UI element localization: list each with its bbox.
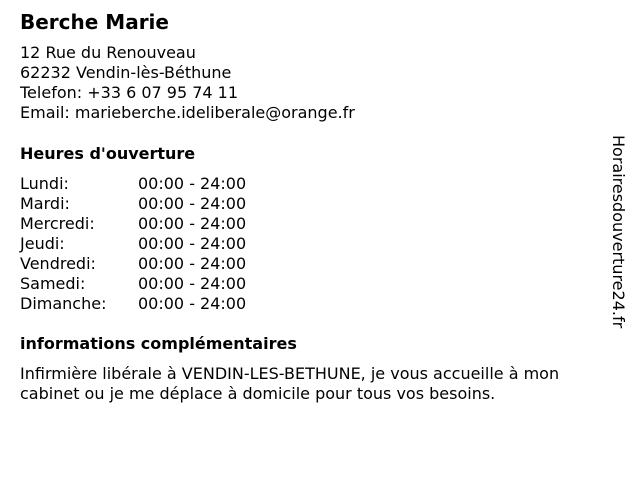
time-range: 00:00 - 24:00 (138, 274, 247, 293)
time-range: 00:00 - 24:00 (138, 294, 247, 313)
time-range: 00:00 - 24:00 (138, 194, 247, 213)
info-heading: informations complémentaires (20, 334, 297, 353)
day-label: Jeudi: (20, 234, 65, 253)
day-label: Lundi: (20, 174, 69, 193)
business-name: Berche Marie (20, 10, 169, 34)
hours-row-sunday (20, 294, 320, 314)
hours-row-monday (20, 174, 320, 194)
hours-row-thursday (20, 234, 320, 254)
email-address[interactable]: Email: marieberche.ideliberale@orange.fr (20, 103, 355, 122)
city-address: 62232 Vendin-lès-Béthune (20, 63, 232, 82)
time-range: 00:00 - 24:00 (138, 254, 247, 273)
site-watermark: Horairesdouverture24.fr (609, 135, 628, 329)
street-address: 12 Rue du Renouveau (20, 43, 196, 62)
day-label: Dimanche: (20, 294, 107, 313)
time-range: 00:00 - 24:00 (138, 174, 247, 193)
phone-number[interactable]: Telefon: +33 6 07 95 74 11 (20, 83, 239, 102)
time-range: 00:00 - 24:00 (138, 234, 247, 253)
day-label: Samedi: (20, 274, 86, 293)
hours-row-tuesday (20, 194, 320, 214)
hours-table (20, 174, 320, 314)
hours-row-wednesday (20, 214, 320, 234)
hours-row-friday (20, 254, 320, 274)
day-label: Mardi: (20, 194, 70, 213)
day-label: Vendredi: (20, 254, 96, 273)
day-label: Mercredi: (20, 214, 95, 233)
info-description: Infirmière libérale à VENDIN-LES-BETHUNE, je vous accueille à mon cabinet ou je me déplace à domicile pour tous vos besoins. (20, 364, 560, 403)
hours-heading: Heures d'ouverture (20, 144, 196, 163)
time-range: 00:00 - 24:00 (138, 214, 247, 233)
hours-row-saturday (20, 274, 320, 294)
contact-block (20, 43, 355, 123)
